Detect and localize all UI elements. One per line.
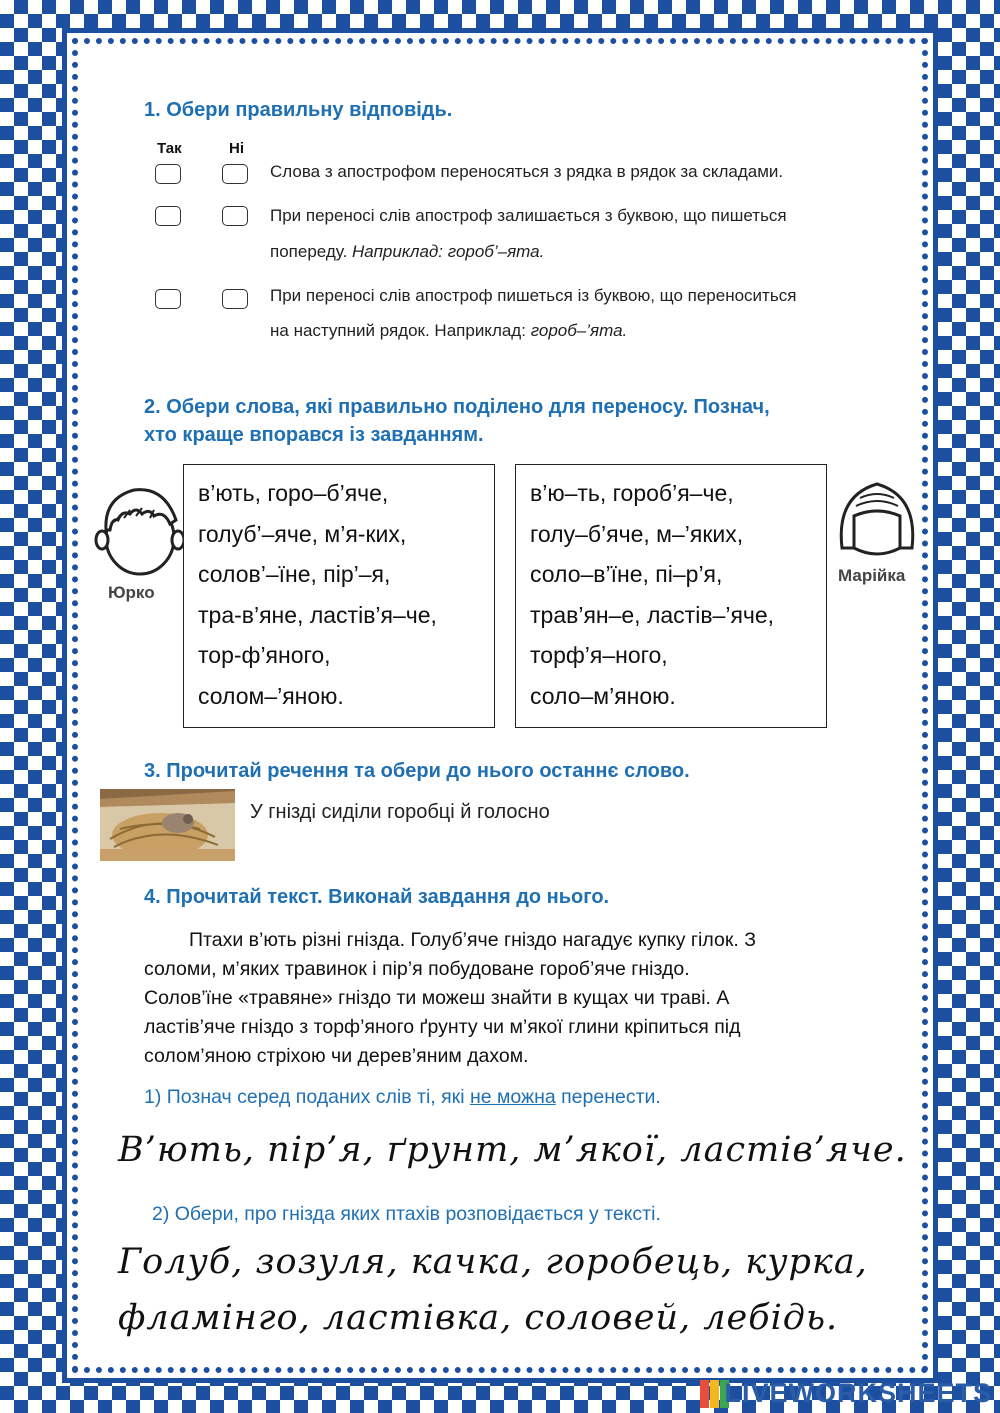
paragraph-line: солом’яною стріхою чи дерев’яним дахом. <box>144 1045 529 1067</box>
q1-suffix: перенести. <box>555 1086 661 1108</box>
task3-sentence: У гнізді сиділи горобці й голосно <box>250 801 550 823</box>
boy-answer-box[interactable] <box>183 464 495 728</box>
statement2-text-line2 <box>270 235 544 269</box>
question2: 2) Обери, про гнізда яких птахів розповідається у тексті. <box>152 1203 661 1225</box>
girl-word-line: соло–в’їне, пі–р’я, <box>530 561 723 587</box>
statement1-text: Слова з апострофом переносяться з рядка в рядок за складами. <box>270 162 784 181</box>
watermark: LIVEWORKSHEETS <box>724 1378 992 1408</box>
statement2-text: При переносі слів апостроф залишається з буквою, що пишеться <box>270 206 787 225</box>
statement2-no-checkbox[interactable] <box>222 206 248 226</box>
q2-word-options-line1[interactable]: Голуб, зозуля, качка, горобець, курка, <box>118 1242 868 1282</box>
boy-word-line: солом–’яною. <box>198 682 344 709</box>
no-column-label: Ні <box>229 140 244 157</box>
girl-word-line: в’ю–ть, гороб’я–че, <box>530 480 734 506</box>
paragraph-line: Солов’їне «травяне» гніздо ти можеш знайти в кущах чи траві. А <box>144 987 730 1009</box>
task1-heading: 1. Обери правильну відповідь. <box>144 99 453 121</box>
statement2-continuation: попереду. <box>270 242 353 261</box>
girl-name-label: Марійка <box>838 566 906 585</box>
statement3-continuation: на наступний рядок. Наприклад: <box>270 321 531 340</box>
task4-heading: 4. Прочитай текст. Виконай завдання до нього. <box>144 886 610 908</box>
statement3-yes-checkbox[interactable] <box>155 289 181 309</box>
statement1-yes-checkbox[interactable] <box>155 164 181 184</box>
statement2-example: Наприклад: гороб’–ята. <box>352 242 545 261</box>
q2-word-options-line2[interactable]: фламінго, ластівка, соловей, лебідь. <box>118 1298 839 1338</box>
task3-heading: 3. Прочитай речення та обери до нього останнє слово. <box>144 760 690 782</box>
task2-heading-line1: 2. Обери слова, які правильно поділено для переносу. Познач, <box>144 396 770 418</box>
girl-word-line: соло–м’яною. <box>530 682 676 709</box>
boy-word-line: в’ють, горо–б’яче, <box>198 480 389 506</box>
task4-paragraph <box>144 926 892 1071</box>
boy-word-line: солов’–їне, пір’–я, <box>198 561 391 587</box>
statement2-yes-checkbox[interactable] <box>155 206 181 226</box>
girl-face-icon <box>832 476 922 566</box>
paragraph-line: Птахи в’ють різні гнізда. Голуб’яче гніздо нагадує купку гілок. З <box>189 929 756 951</box>
girl-word-line: трав’ян–е, ластів–’яче, <box>530 601 775 628</box>
girl-word-line: торф’я–ного, <box>530 642 668 668</box>
boy-face-icon <box>94 480 186 580</box>
question1 <box>144 1086 661 1109</box>
boy-word-line: голуб’–яче, м’я-ких, <box>198 520 407 547</box>
q1-prefix: 1) Познач серед поданих слів ті, які <box>144 1086 470 1108</box>
girl-answer-box[interactable] <box>515 464 827 728</box>
statement3-example: гороб–’ята. <box>530 321 628 340</box>
statement3-no-checkbox[interactable] <box>222 289 248 309</box>
boy-word-line: тор-ф’яного, <box>198 642 331 668</box>
paragraph-line: соломи, м’яких травинок і пір’я побудоване гороб’яче гніздо. <box>144 958 690 980</box>
q1-word-options[interactable]: В’ють, пір’я, ґрунт, м’якої, ластів’яче. <box>118 1130 907 1170</box>
nest-photo <box>100 789 235 861</box>
task2-heading-line2: хто краще впорався із завданням. <box>144 424 484 446</box>
girl-word-line: голу–б’яче, м–’яких, <box>530 520 744 547</box>
statement3-text-line2 <box>270 314 627 348</box>
boy-name-label: Юрко <box>108 583 155 602</box>
q1-underlined: не можна <box>469 1086 556 1108</box>
paragraph-line: ластів’яче гніздо з торф’яного ґрунту чи м’якої глини кріпиться під <box>144 1016 741 1038</box>
statement1-no-checkbox[interactable] <box>222 164 248 184</box>
statement3-text: При переносі слів апостроф пишеться із буквою, що переноситься <box>270 286 797 305</box>
boy-word-line: тра-в’яне, ластів’я–че, <box>198 601 437 628</box>
yes-column-label: Так <box>157 140 182 157</box>
